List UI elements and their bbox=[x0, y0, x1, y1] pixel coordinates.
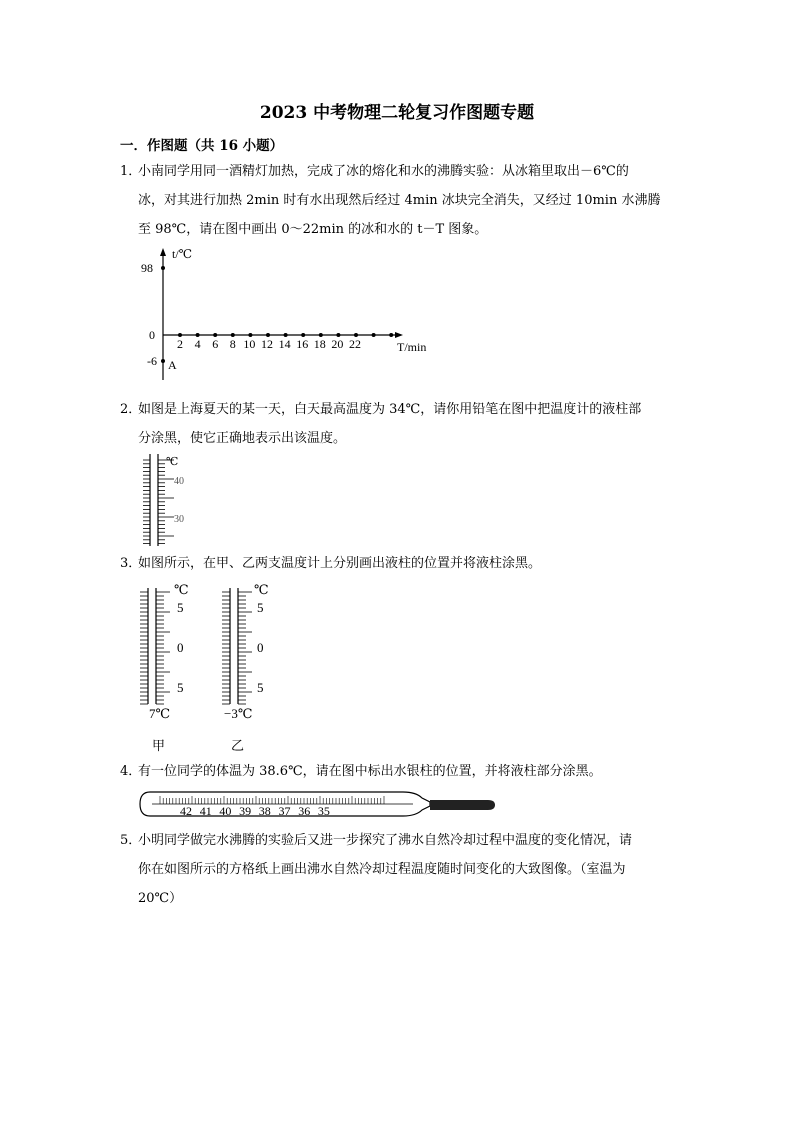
scale-label: 41 bbox=[199, 804, 212, 818]
page-title: 2023 中考物理二轮复习作图题专题 bbox=[259, 103, 535, 123]
thermometer-bulb bbox=[430, 800, 495, 810]
x-tick-label: 12 bbox=[261, 337, 273, 351]
scale-label: 40 bbox=[219, 804, 232, 818]
scale-label: 42 bbox=[180, 804, 192, 818]
question-text: 小南同学用同一酒精灯加热，完成了冰的熔化和水的沸腾实验：从冰箱里取出－6℃的 bbox=[138, 164, 629, 179]
right-label-top: 5 bbox=[257, 600, 264, 615]
point-98 bbox=[161, 266, 165, 270]
question-text: 有一位同学的体温为 38.6℃，请在图中标出水银柱的位置，并将液柱部分涂黑。 bbox=[138, 764, 602, 779]
y-axis-arrow bbox=[160, 248, 166, 256]
right-scale-ticks bbox=[222, 592, 252, 704]
right-reading: −3℃ bbox=[224, 706, 253, 721]
question-3 bbox=[120, 549, 680, 578]
clinical-thermometer bbox=[138, 788, 498, 824]
left-label-bottom: 5 bbox=[177, 680, 184, 695]
thermometer-q2 bbox=[140, 452, 200, 548]
right-unit: ℃ bbox=[254, 582, 269, 597]
question-number: 3． bbox=[120, 556, 142, 571]
x-tick-label: 22 bbox=[349, 337, 361, 351]
question-4 bbox=[120, 757, 680, 786]
scale-label: 39 bbox=[239, 804, 252, 818]
x-tick-label: 2 bbox=[177, 337, 183, 351]
scale-label: 35 bbox=[317, 804, 330, 818]
left-scale-ticks bbox=[140, 592, 170, 704]
x-tick-label: 14 bbox=[278, 337, 291, 351]
left-label-mid: 0 bbox=[177, 640, 184, 655]
question-text: 如图是上海夏天的某一天，白天最高温度为 34℃，请你用铅笔在图中把温度计的液柱部 bbox=[138, 402, 642, 417]
left-label-top: 5 bbox=[177, 600, 184, 615]
x-tick-label: 20 bbox=[331, 337, 344, 351]
question-text: 如图所示，在甲、乙两支温度计上分别画出液柱的位置并将液柱涂黑。 bbox=[138, 556, 542, 571]
question-text: 你在如图所示的方格纸上画出沸水自然冷却过程温度随时间变化的大致图像。（室温为 bbox=[138, 862, 626, 877]
y-tick-0: 0 bbox=[149, 328, 155, 342]
x-axis-arrow bbox=[395, 332, 403, 338]
x-tick-label: 18 bbox=[313, 337, 326, 351]
thermometers-q3 bbox=[138, 580, 288, 755]
question-number: 4． bbox=[120, 764, 142, 779]
x-tick-label: 6 bbox=[212, 337, 219, 351]
left-name: 甲 bbox=[152, 738, 166, 753]
question-number: 2． bbox=[120, 402, 142, 417]
y-tick-neg6: -6 bbox=[147, 354, 157, 368]
scale-label: 38 bbox=[258, 804, 271, 818]
left-reading: 7℃ bbox=[149, 706, 171, 721]
x-tick-label: 4 bbox=[194, 337, 201, 351]
temperature-time-graph bbox=[135, 240, 445, 380]
scale-label: 37 bbox=[278, 804, 291, 818]
x-tick-dot bbox=[372, 333, 376, 337]
right-name: 乙 bbox=[231, 738, 245, 753]
question-text: 至 98℃，请在图中画出 0～22min 的冰和水的 t－T 图象。 bbox=[138, 222, 488, 237]
x-tick-label: 10 bbox=[243, 337, 256, 351]
question-2 bbox=[120, 395, 680, 453]
point-a-label: A bbox=[168, 358, 177, 372]
question-number: 1． bbox=[120, 164, 142, 179]
x-axis-label: T/min bbox=[397, 340, 427, 354]
x-ticks bbox=[177, 333, 393, 351]
question-text: 分涂黑，使它正确地表示出该温度。 bbox=[138, 431, 347, 446]
question-text: 冰，对其进行加热 2min 时有水出现然后经过 4min 冰块完全消失，又经过 10min 水沸腾 bbox=[138, 193, 661, 208]
scale-label-40: 40 bbox=[174, 476, 184, 487]
point-a bbox=[161, 359, 165, 363]
y-axis-label: t/℃ bbox=[172, 247, 193, 261]
scale-label: 36 bbox=[298, 804, 311, 818]
x-tick-label: 16 bbox=[296, 337, 309, 351]
y-tick-98: 98 bbox=[141, 261, 153, 275]
unit-label: ℃ bbox=[166, 456, 179, 468]
x-tick-label: 8 bbox=[229, 337, 236, 351]
question-text: 小明同学做完水沸腾的实验后又进一步探究了沸水自然冷却过程中温度的变化情况，请 bbox=[138, 833, 633, 848]
question-text: 20℃） bbox=[138, 891, 183, 906]
right-label-bottom: 5 bbox=[257, 680, 264, 695]
left-unit: ℃ bbox=[174, 582, 189, 597]
x-tick-dot bbox=[389, 333, 393, 337]
right-label-mid: 0 bbox=[257, 640, 264, 655]
question-5 bbox=[120, 826, 680, 913]
question-number: 5． bbox=[120, 833, 142, 848]
scale-label-30: 30 bbox=[174, 514, 184, 525]
question-1 bbox=[120, 157, 680, 244]
section-heading: 一．作图题（共 16 小题） bbox=[120, 138, 284, 154]
